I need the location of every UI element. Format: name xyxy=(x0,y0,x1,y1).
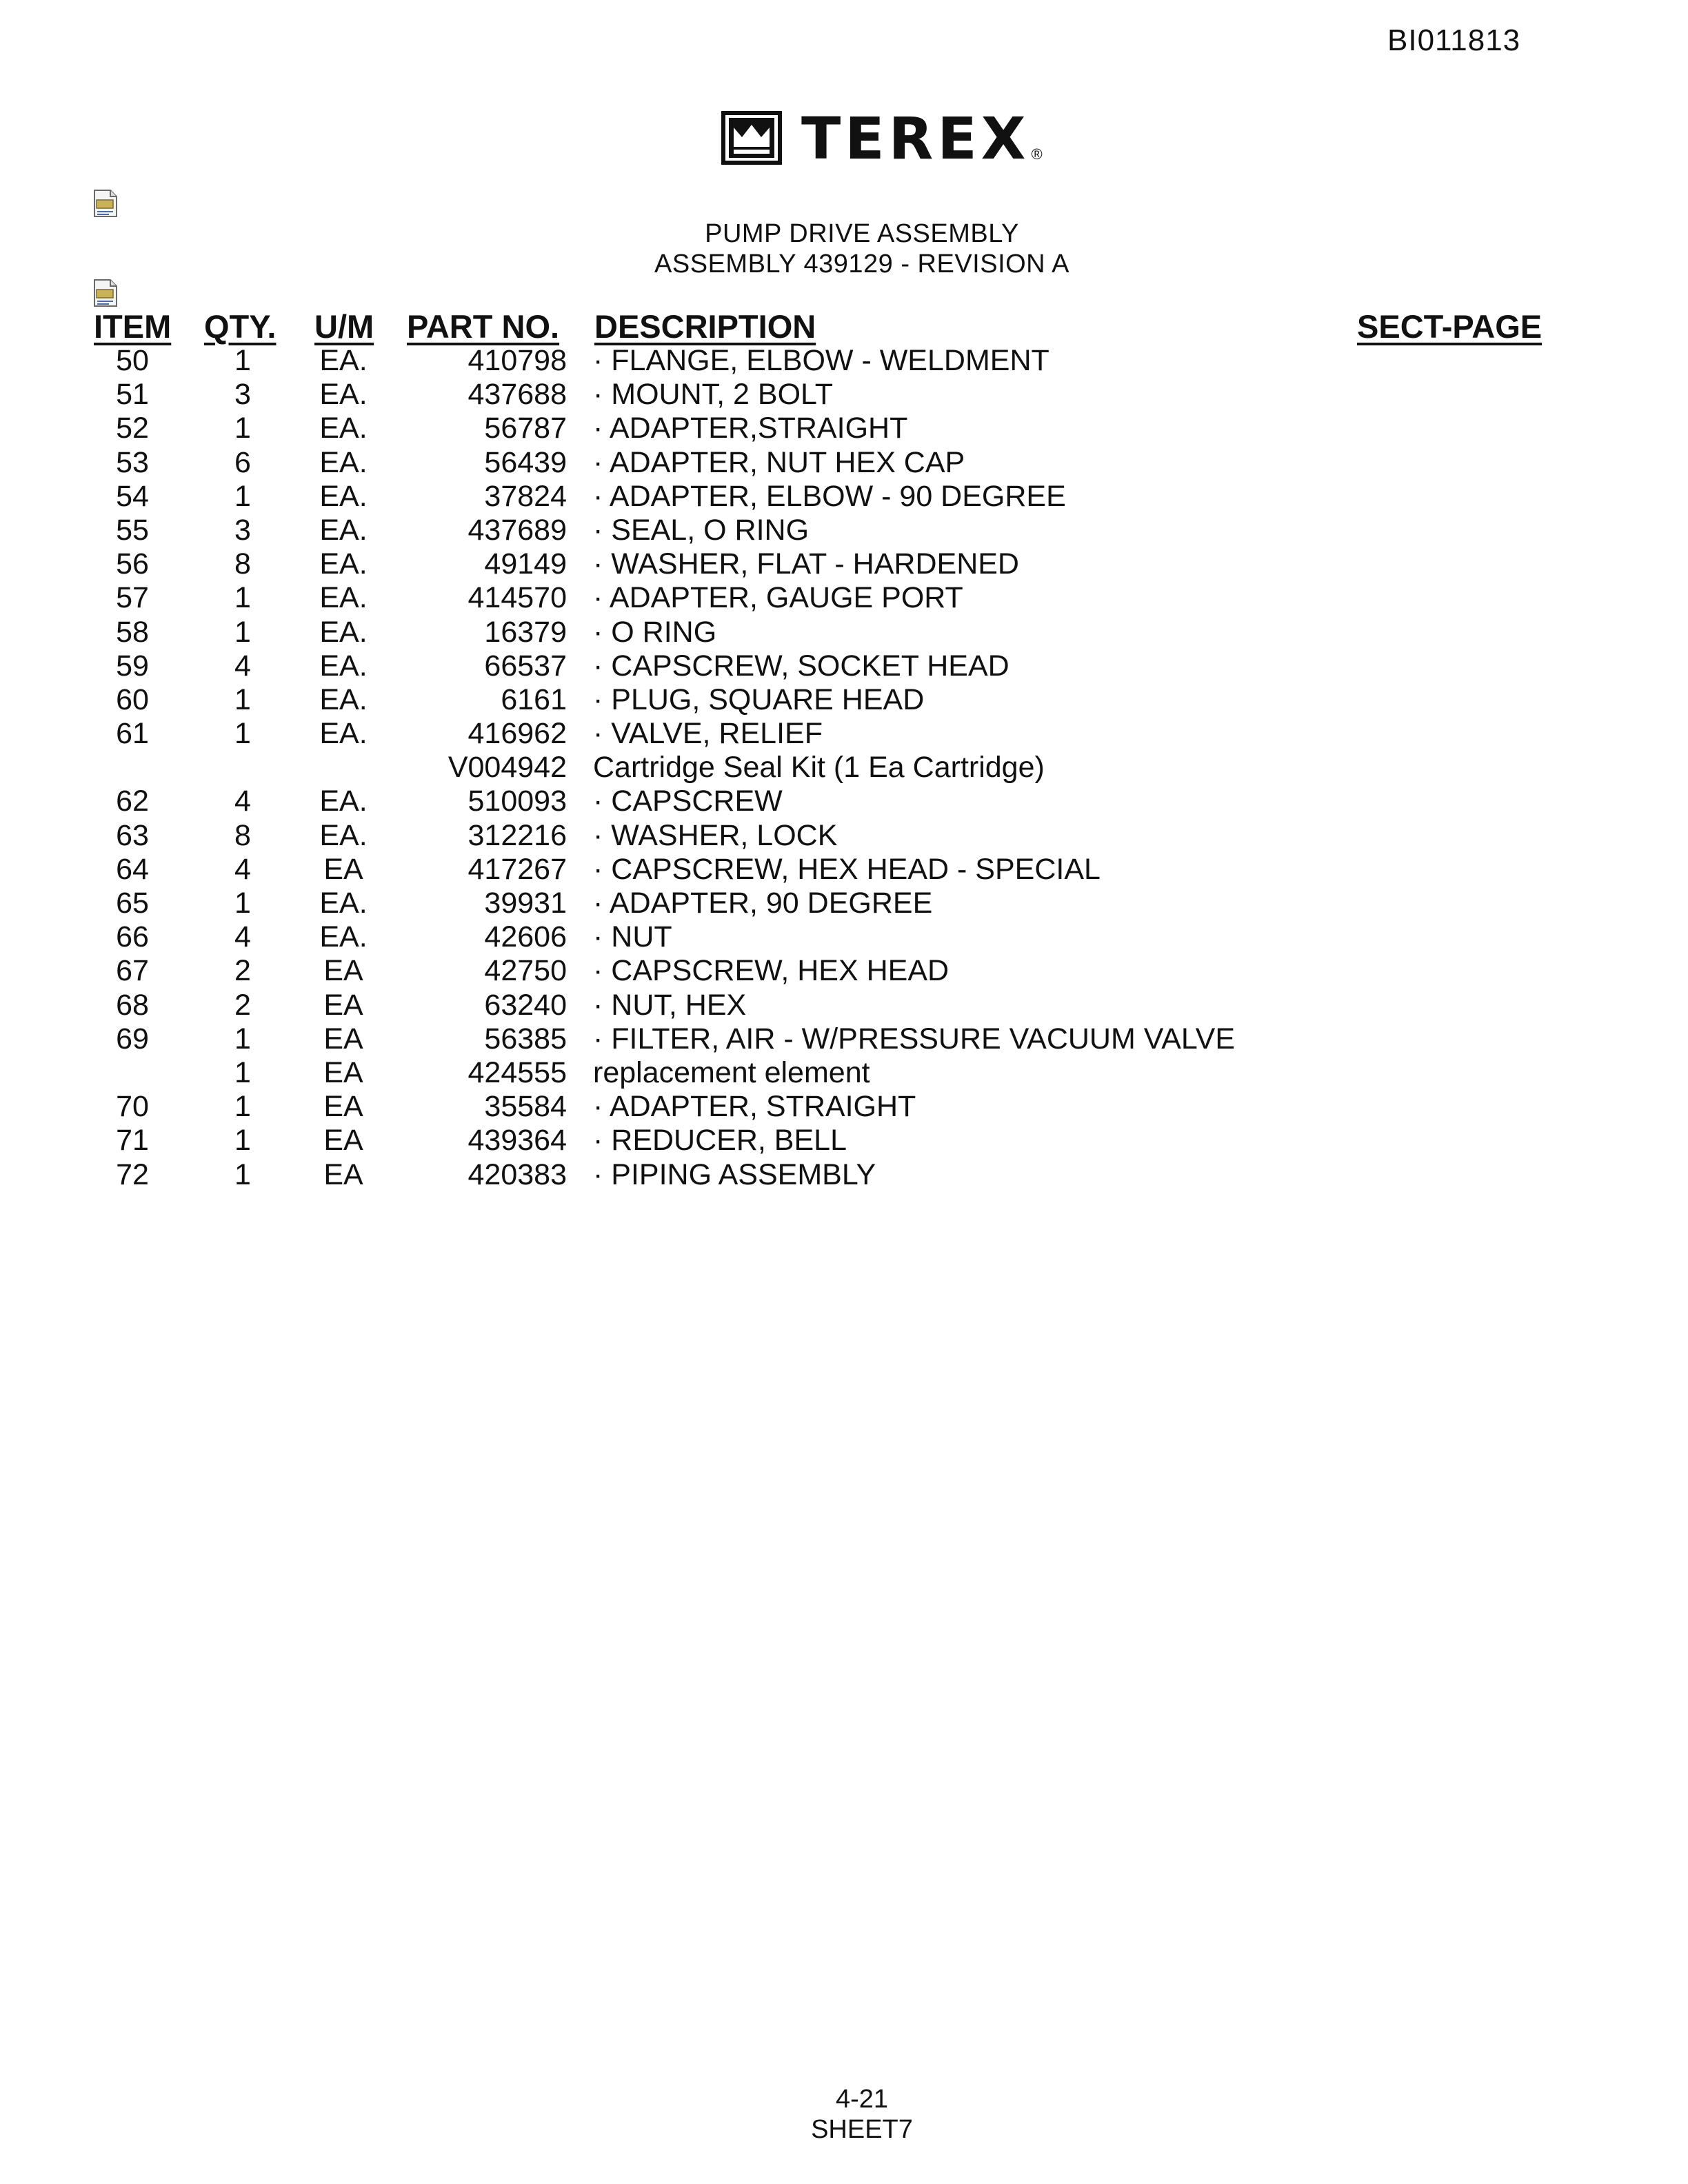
row-quantity: 1 xyxy=(234,717,251,751)
row-unit-of-measure: EA. xyxy=(319,615,368,649)
registered-mark: ® xyxy=(1031,145,1043,163)
row-part-number: 420383 xyxy=(468,1157,567,1191)
table-row xyxy=(0,514,1688,547)
row-quantity: 1 xyxy=(234,1055,251,1089)
row-item-number: 60 xyxy=(116,682,149,716)
row-unit-of-measure: EA. xyxy=(319,479,368,513)
row-part-number: 439364 xyxy=(468,1124,567,1157)
row-quantity: 4 xyxy=(234,852,251,886)
row-item-number: 71 xyxy=(116,1124,149,1157)
row-item-number: 62 xyxy=(116,785,149,818)
row-part-number: 416962 xyxy=(468,717,567,751)
table-row xyxy=(0,1022,1688,1056)
row-item-number: 58 xyxy=(116,615,149,649)
table-row xyxy=(0,785,1688,818)
row-unit-of-measure: EA xyxy=(323,852,363,886)
table-row xyxy=(0,547,1688,581)
document-icon xyxy=(92,279,119,307)
row-unit-of-measure: EA. xyxy=(319,920,368,954)
assembly-revision: ASSEMBLY 439129 - REVISION A xyxy=(654,250,1069,279)
row-part-number: 39931 xyxy=(484,887,567,920)
row-part-number: 414570 xyxy=(468,581,567,615)
row-description: · ADAPTER, STRAIGHT xyxy=(593,1090,916,1124)
row-item-number: 51 xyxy=(116,378,149,412)
row-unit-of-measure: EA. xyxy=(319,887,368,920)
row-unit-of-measure: EA. xyxy=(319,344,368,377)
row-part-number: 424555 xyxy=(468,1055,567,1089)
row-item-number: 70 xyxy=(116,1090,149,1124)
row-description: · CAPSCREW, HEX HEAD - SPECIAL xyxy=(593,852,1101,886)
row-description: · WASHER, FLAT - HARDENED xyxy=(593,547,1019,581)
row-description: · PLUG, SQUARE HEAD xyxy=(593,682,925,716)
row-unit-of-measure: EA. xyxy=(319,513,368,547)
row-part-number: 35584 xyxy=(484,1090,567,1124)
row-quantity: 1 xyxy=(234,1157,251,1191)
row-item-number: 69 xyxy=(116,1022,149,1055)
table-row xyxy=(0,989,1688,1022)
row-unit-of-measure: EA xyxy=(323,1090,363,1124)
page-number: 4-21 xyxy=(835,2085,889,2114)
row-quantity: 1 xyxy=(234,615,251,649)
row-unit-of-measure: EA. xyxy=(319,785,368,818)
row-part-number: 42750 xyxy=(484,954,567,988)
sheet-label: SHEET7 xyxy=(811,2115,913,2144)
row-item-number: 57 xyxy=(116,581,149,615)
table-row xyxy=(0,1090,1688,1124)
row-part-number: V004942 xyxy=(448,751,567,785)
row-description: · CAPSCREW, HEX HEAD xyxy=(593,954,950,988)
row-unit-of-measure: EA. xyxy=(319,581,368,615)
row-unit-of-measure: EA xyxy=(323,1157,363,1191)
row-part-number: 49149 xyxy=(484,547,567,581)
row-part-number: 56787 xyxy=(484,412,567,445)
row-part-number: 56439 xyxy=(484,445,567,479)
row-unit-of-measure: EA xyxy=(323,1022,363,1055)
row-unit-of-measure: EA. xyxy=(319,445,368,479)
row-quantity: 1 xyxy=(234,682,251,716)
row-quantity: 1 xyxy=(234,479,251,513)
row-description: · VALVE, RELIEF xyxy=(593,717,823,751)
row-quantity: 1 xyxy=(234,581,251,615)
row-unit-of-measure: EA xyxy=(323,954,363,988)
table-row xyxy=(0,819,1688,853)
column-header-qty: QTY. xyxy=(204,308,277,345)
row-description: · O RING xyxy=(593,615,717,649)
table-row xyxy=(0,751,1688,785)
row-unit-of-measure: EA. xyxy=(319,682,368,716)
row-item-number: 56 xyxy=(116,547,149,581)
terex-crown-icon xyxy=(721,111,782,165)
row-description: Cartridge Seal Kit (1 Ea Cartridge) xyxy=(593,751,1045,785)
row-unit-of-measure: EA. xyxy=(319,412,368,445)
row-item-number: 67 xyxy=(116,954,149,988)
table-row xyxy=(0,683,1688,717)
row-quantity: 4 xyxy=(234,920,251,954)
row-quantity: 3 xyxy=(234,378,251,412)
row-part-number: 16379 xyxy=(484,615,567,649)
row-quantity: 1 xyxy=(234,344,251,377)
row-item-number: 54 xyxy=(116,479,149,513)
parts-list xyxy=(0,344,1688,1192)
table-row xyxy=(0,446,1688,480)
row-quantity: 1 xyxy=(234,1090,251,1124)
row-item-number: 52 xyxy=(116,412,149,445)
row-description: · ADAPTER, 90 DEGREE xyxy=(593,887,933,920)
table-row xyxy=(0,717,1688,751)
column-header-um: U/M xyxy=(314,308,374,345)
row-item-number: 64 xyxy=(116,852,149,886)
row-part-number: 42606 xyxy=(484,920,567,954)
table-row xyxy=(0,480,1688,514)
row-unit-of-measure: EA xyxy=(323,988,363,1022)
row-description: · CAPSCREW xyxy=(593,785,783,818)
row-unit-of-measure: EA xyxy=(323,1055,363,1089)
row-part-number: 6161 xyxy=(501,682,567,716)
row-description: · MOUNT, 2 BOLT xyxy=(593,378,834,412)
row-description: · SEAL, O RING xyxy=(593,513,810,547)
row-description: · FILTER, AIR - W/PRESSURE VACUUM VALVE xyxy=(593,1022,1236,1055)
row-part-number: 510093 xyxy=(468,785,567,818)
table-row xyxy=(0,1124,1688,1157)
row-quantity: 1 xyxy=(234,887,251,920)
row-quantity: 1 xyxy=(234,1124,251,1157)
row-description: · PIPING ASSEMBLY xyxy=(593,1157,876,1191)
table-row xyxy=(0,378,1688,412)
row-description: · WASHER, LOCK xyxy=(593,818,838,852)
row-quantity: 1 xyxy=(234,1022,251,1055)
row-quantity: 4 xyxy=(234,649,251,682)
row-description: · NUT xyxy=(593,920,672,954)
table-row xyxy=(0,853,1688,887)
brand-name: TEREX xyxy=(801,105,1030,172)
row-part-number: 56385 xyxy=(484,1022,567,1055)
row-item-number: 59 xyxy=(116,649,149,682)
document-icon xyxy=(92,189,119,218)
row-quantity: 2 xyxy=(234,954,251,988)
row-item-number: 65 xyxy=(116,887,149,920)
table-row xyxy=(0,412,1688,445)
table-row xyxy=(0,344,1688,378)
table-row xyxy=(0,649,1688,683)
row-item-number: 53 xyxy=(116,445,149,479)
terex-logo xyxy=(721,105,1043,172)
row-quantity: 1 xyxy=(234,412,251,445)
row-description: · CAPSCREW, SOCKET HEAD xyxy=(593,649,1009,682)
column-header-item: ITEM xyxy=(94,308,172,345)
column-header-description: DESCRIPTION xyxy=(594,308,816,345)
row-item-number: 50 xyxy=(116,344,149,377)
row-description: · ADAPTER,STRAIGHT xyxy=(593,412,908,445)
table-row xyxy=(0,887,1688,920)
row-part-number: 66537 xyxy=(484,649,567,682)
row-part-number: 437688 xyxy=(468,378,567,412)
row-quantity: 6 xyxy=(234,445,251,479)
row-part-number: 37824 xyxy=(484,479,567,513)
row-description: · ADAPTER, ELBOW - 90 DEGREE xyxy=(593,479,1066,513)
row-item-number: 63 xyxy=(116,818,149,852)
row-description: · NUT, HEX xyxy=(593,988,747,1022)
row-quantity: 3 xyxy=(234,513,251,547)
row-unit-of-measure: EA. xyxy=(319,547,368,581)
row-description: · FLANGE, ELBOW - WELDMENT xyxy=(593,344,1049,377)
row-quantity: 2 xyxy=(234,988,251,1022)
row-quantity: 8 xyxy=(234,547,251,581)
column-header-part-no: PART NO. xyxy=(407,308,560,345)
row-part-number: 417267 xyxy=(468,852,567,886)
row-unit-of-measure: EA xyxy=(323,1124,363,1157)
table-row xyxy=(0,954,1688,988)
row-item-number: 55 xyxy=(116,513,149,547)
row-item-number: 72 xyxy=(116,1157,149,1191)
document-title: PUMP DRIVE ASSEMBLY xyxy=(705,219,1019,248)
row-description: · ADAPTER, GAUGE PORT xyxy=(593,581,963,615)
row-part-number: 437689 xyxy=(468,513,567,547)
row-description: · ADAPTER, NUT HEX CAP xyxy=(593,445,965,479)
row-item-number: 68 xyxy=(116,988,149,1022)
row-part-number: 410798 xyxy=(468,344,567,377)
row-part-number: 312216 xyxy=(468,818,567,852)
table-row xyxy=(0,920,1688,954)
table-row xyxy=(0,1056,1688,1090)
document-id: BI011813 xyxy=(1387,23,1521,57)
row-part-number: 63240 xyxy=(484,988,567,1022)
row-quantity: 4 xyxy=(234,785,251,818)
row-item-number: 61 xyxy=(116,717,149,751)
row-description: replacement element xyxy=(593,1055,870,1089)
row-quantity: 8 xyxy=(234,818,251,852)
row-description: · REDUCER, BELL xyxy=(593,1124,847,1157)
column-header-sect-page: SECT-PAGE xyxy=(1357,308,1543,345)
row-unit-of-measure: EA. xyxy=(319,378,368,412)
row-unit-of-measure: EA. xyxy=(319,717,368,751)
row-unit-of-measure: EA. xyxy=(319,818,368,852)
row-item-number: 66 xyxy=(116,920,149,954)
table-row xyxy=(0,581,1688,615)
table-row xyxy=(0,616,1688,649)
table-row xyxy=(0,1158,1688,1192)
row-unit-of-measure: EA. xyxy=(319,649,368,682)
